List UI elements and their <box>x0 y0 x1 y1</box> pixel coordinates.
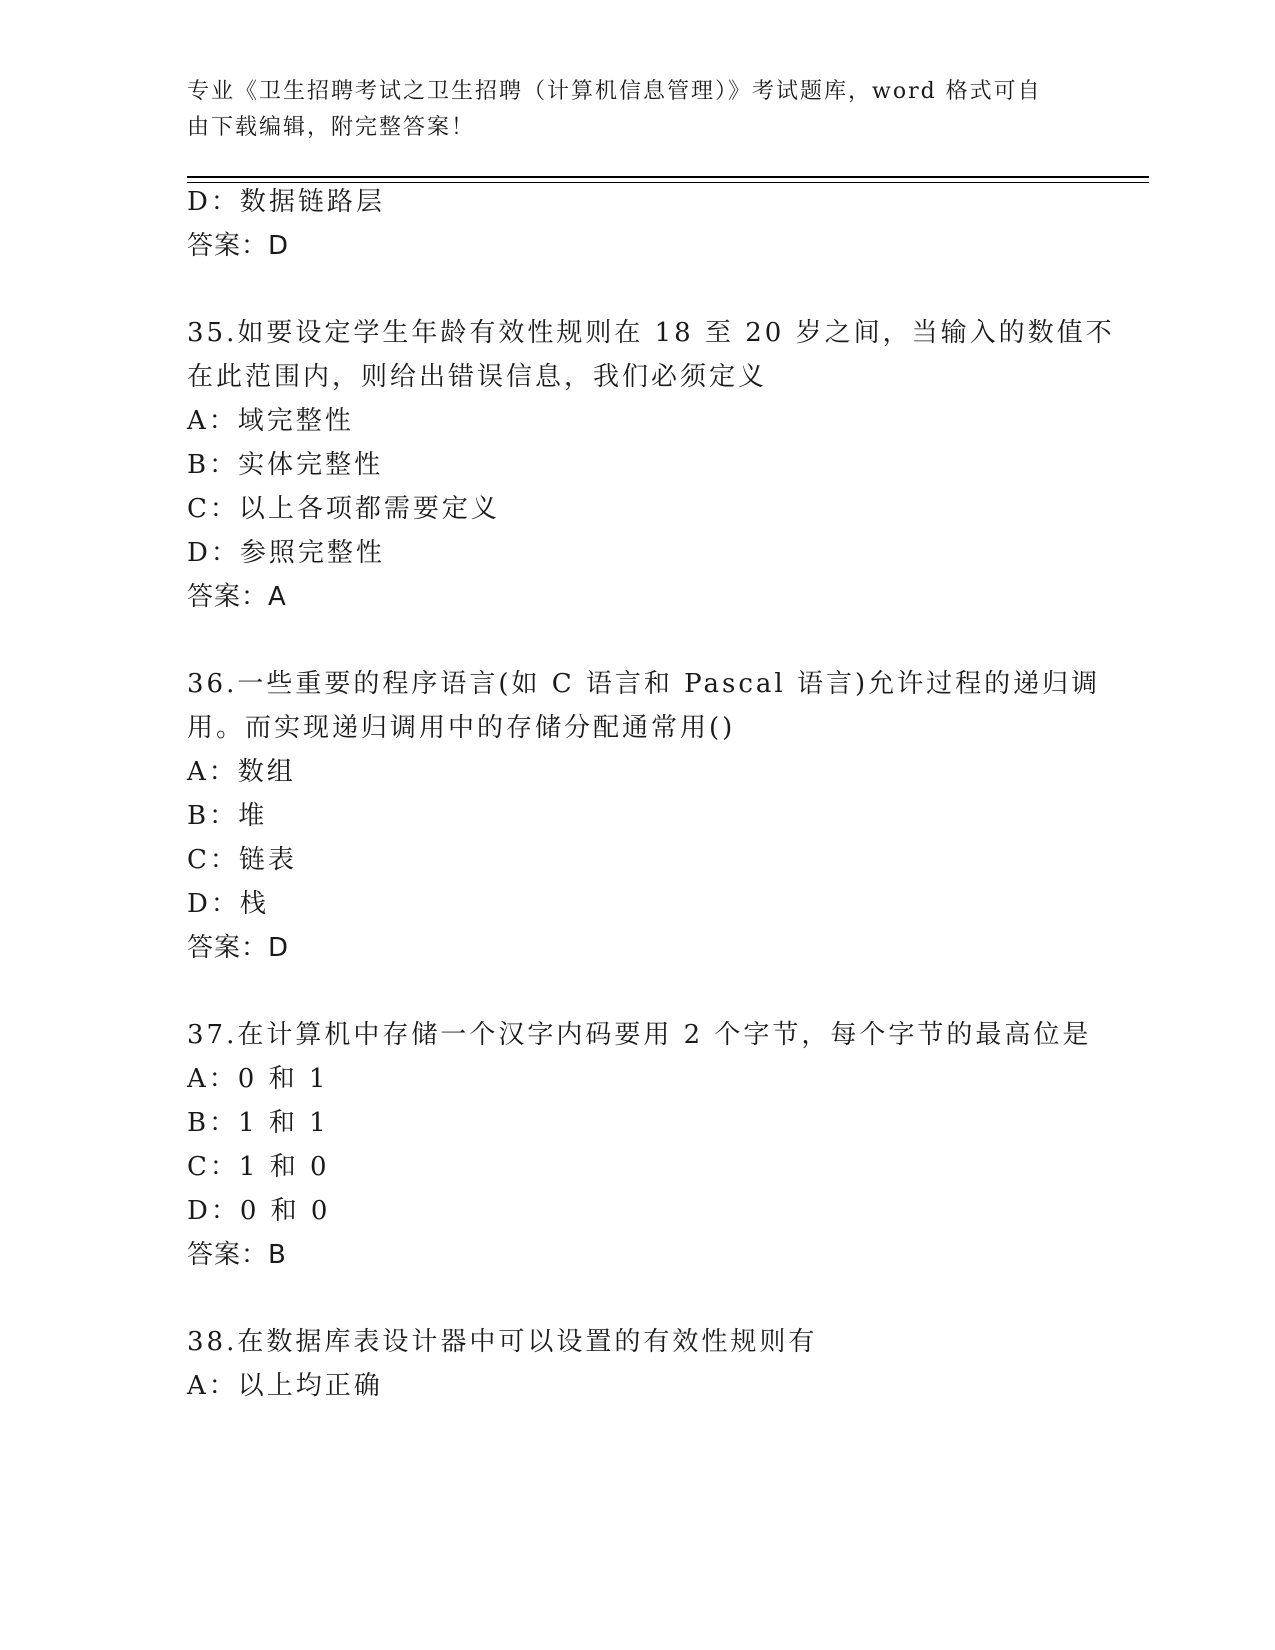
q37-answer: 答案：B <box>187 1240 287 1270</box>
header-rule-thick <box>187 176 1149 178</box>
q36-stem-line-1: 36.一些重要的程序语言(如 C 语言和 Pascal 语言)允许过程的递归调 <box>187 669 1101 699</box>
q37-option-a: A：0 和 1 <box>187 1064 329 1094</box>
prev-answer: 答案：D <box>187 231 290 261</box>
q38-option-a: A：以上均正确 <box>187 1371 383 1401</box>
q35-option-b: B：实体完整性 <box>187 450 384 480</box>
q36-option-c: C：链表 <box>187 845 297 875</box>
q37-stem-line-1: 37.在计算机中存储一个汉字内码要用 2 个字节，每个字节的最高位是 <box>187 1020 1092 1050</box>
document-header <box>187 74 1067 146</box>
q36-option-b: B：堆 <box>187 801 268 831</box>
header-line-2: 由下载编辑，附完整答案！ <box>187 115 476 140</box>
q36-answer: 答案：D <box>187 933 290 963</box>
header-rule-thin <box>187 182 1149 183</box>
q35-answer: 答案：A <box>187 582 287 612</box>
q35-stem-line-1: 35.如要设定学生年龄有效性规则在 18 至 20 岁之间，当输入的数值不 <box>187 318 1115 348</box>
q35-option-d: D：参照完整性 <box>187 538 385 568</box>
q37-option-d: D：0 和 0 <box>187 1196 331 1226</box>
q36-option-a: A：数组 <box>187 757 296 787</box>
q38-stem-line-1: 38.在数据库表设计器中可以设置的有效性规则有 <box>187 1327 818 1357</box>
prev-option-d: D：数据链路层 <box>187 187 385 217</box>
q35-option-c: C：以上各项都需要定义 <box>187 494 500 524</box>
header-line-1: 专业《卫生招聘考试之卫生招聘（计算机信息管理）》考试题库，word 格式可自 <box>187 79 1042 104</box>
q37-option-b: B：1 和 1 <box>187 1108 329 1138</box>
q37-option-c: C：1 和 0 <box>187 1152 330 1182</box>
q36-option-d: D：栈 <box>187 889 269 919</box>
q36-stem-line-2: 用。而实现递归调用中的存储分配通常用() <box>187 713 736 743</box>
q35-option-a: A：域完整性 <box>187 406 354 436</box>
q35-stem-line-2: 在此范围内，则给出错误信息，我们必须定义 <box>187 362 768 392</box>
